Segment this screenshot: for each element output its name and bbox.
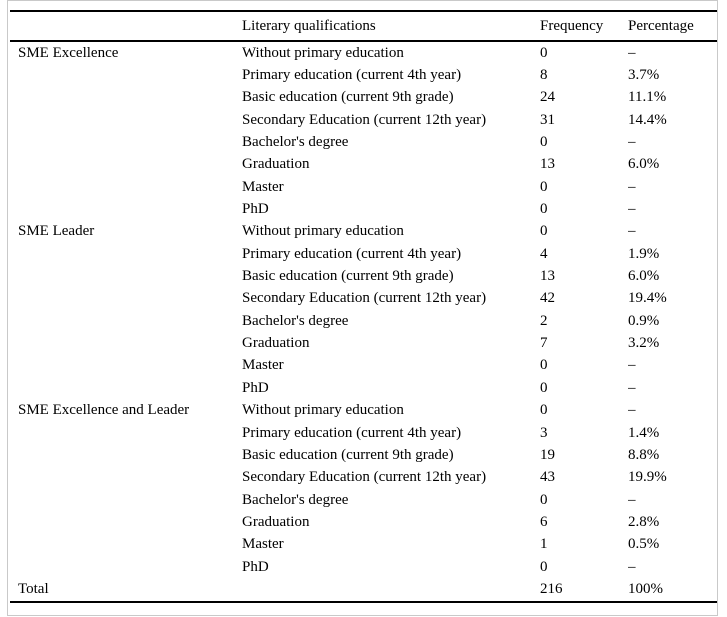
qualification-cell: Graduation xyxy=(242,156,310,173)
table-row xyxy=(10,444,717,466)
total-row xyxy=(10,578,717,601)
qualification-cell: Without primary education xyxy=(242,402,404,419)
group-label-cell xyxy=(10,332,242,354)
percentage-cell: 2.8% xyxy=(628,513,660,530)
percentage-cell: – xyxy=(628,178,636,195)
percentage-cell: – xyxy=(628,379,636,396)
table-row xyxy=(10,64,717,86)
percentage-cell: 3.2% xyxy=(628,335,660,352)
percentage-cell: – xyxy=(628,491,636,508)
percentage-cell: 19.4% xyxy=(628,290,667,307)
qualification-cell: Basic education (current 9th grade) xyxy=(242,446,454,463)
group-label-cell xyxy=(10,154,242,176)
group-label-cell: SME Leader xyxy=(18,223,95,240)
group-label-cell xyxy=(10,444,242,466)
table-header xyxy=(10,11,717,41)
group-label-cell xyxy=(10,198,242,220)
qualification-cell: Graduation xyxy=(242,335,310,352)
percentage-cell: – xyxy=(628,402,636,419)
frequency-cell: 0 xyxy=(540,491,548,508)
frequency-cell: 8 xyxy=(540,67,548,84)
table-row xyxy=(10,511,717,533)
table-row xyxy=(10,131,717,153)
header-row xyxy=(10,11,717,41)
column-header-percentage: Percentage xyxy=(628,11,717,41)
table-row xyxy=(10,400,717,422)
percentage-cell: 1.9% xyxy=(628,245,660,262)
table-row xyxy=(10,377,717,399)
qualification-cell: Bachelor's degree xyxy=(242,312,349,329)
frequency-cell: 0 xyxy=(540,379,548,396)
percentage-cell: 6.0% xyxy=(628,268,660,285)
qualification-cell: Primary education (current 4th year) xyxy=(242,245,462,262)
percentage-cell: 19.9% xyxy=(628,469,667,486)
table-row xyxy=(10,489,717,511)
table-row xyxy=(10,288,717,310)
group-label-cell: SME Excellence xyxy=(18,44,119,61)
percentage-cell: – xyxy=(628,44,636,61)
frequency-cell: 0 xyxy=(540,402,548,419)
total-frequency-cell: 216 xyxy=(540,580,563,597)
qualification-cell: PhD xyxy=(242,558,269,575)
table-row xyxy=(10,87,717,109)
table-row xyxy=(10,41,717,64)
qualification-cell: Secondary Education (current 12th year) xyxy=(242,290,487,307)
percentage-cell: 0.5% xyxy=(628,536,660,553)
frequency-cell: 13 xyxy=(540,156,555,173)
table-row xyxy=(10,221,717,243)
qualification-cell: Without primary education xyxy=(242,44,404,61)
group-label-cell xyxy=(10,511,242,533)
frequency-cell: 7 xyxy=(540,335,548,352)
percentage-cell: – xyxy=(628,134,636,151)
column-header-frequency: Frequency xyxy=(540,11,628,41)
percentage-cell: 8.8% xyxy=(628,446,660,463)
frequency-cell: 42 xyxy=(540,290,555,307)
table-row xyxy=(10,243,717,265)
group-label-cell xyxy=(10,109,242,131)
table-row xyxy=(10,534,717,556)
group-label-cell xyxy=(10,87,242,109)
qualification-cell: PhD xyxy=(242,201,269,218)
table-row xyxy=(10,265,717,287)
frequency-cell: 0 xyxy=(540,357,548,374)
frequency-cell: 13 xyxy=(540,268,555,285)
percentage-cell: – xyxy=(628,223,636,240)
percentage-cell: 0.9% xyxy=(628,312,660,329)
table-body xyxy=(10,41,717,602)
qualification-cell: Basic education (current 9th grade) xyxy=(242,268,454,285)
column-header-literary-qualifications: Literary qualifications xyxy=(242,11,540,41)
frequency-cell: 0 xyxy=(540,558,548,575)
table-row xyxy=(10,154,717,176)
frequency-cell: 0 xyxy=(540,201,548,218)
qualification-cell: Without primary education xyxy=(242,223,404,240)
table-row xyxy=(10,198,717,220)
frequency-cell: 3 xyxy=(540,424,548,441)
qualification-cell: Secondary Education (current 12th year) xyxy=(242,111,487,128)
table-row xyxy=(10,109,717,131)
percentage-cell: 11.1% xyxy=(628,89,667,106)
group-label-cell xyxy=(10,176,242,198)
group-label-cell xyxy=(10,489,242,511)
table-row xyxy=(10,556,717,578)
percentage-cell: 1.4% xyxy=(628,424,660,441)
frequency-cell: 0 xyxy=(540,223,548,240)
group-label-cell: SME Excellence and Leader xyxy=(18,402,190,419)
column-header-group xyxy=(10,11,242,41)
frequency-cell: 31 xyxy=(540,111,555,128)
table-row xyxy=(10,422,717,444)
qualification-cell: Graduation xyxy=(242,513,310,530)
percentage-cell: 3.7% xyxy=(628,67,660,84)
total-qualification-cell xyxy=(242,578,540,601)
frequency-cell: 43 xyxy=(540,469,555,486)
frequency-cell: 4 xyxy=(540,245,548,262)
table-row xyxy=(10,176,717,198)
group-label-cell xyxy=(10,288,242,310)
table-row xyxy=(10,355,717,377)
frequency-cell: 1 xyxy=(540,536,548,553)
group-label-cell xyxy=(10,265,242,287)
qualification-cell: Primary education (current 4th year) xyxy=(242,67,462,84)
frequency-cell: 24 xyxy=(540,89,555,106)
frequency-cell: 6 xyxy=(540,513,548,530)
group-label-cell xyxy=(10,422,242,444)
qualification-cell: Bachelor's degree xyxy=(242,491,349,508)
table-row xyxy=(10,310,717,332)
qualification-cell: Master xyxy=(242,357,284,374)
group-label-cell xyxy=(10,556,242,578)
group-label-cell xyxy=(10,377,242,399)
percentage-cell: – xyxy=(628,201,636,218)
frequency-cell: 19 xyxy=(540,446,555,463)
total-label-cell: Total xyxy=(18,580,49,597)
frequency-cell: 0 xyxy=(540,134,548,151)
literary-qualifications-table xyxy=(10,10,717,603)
group-label-cell xyxy=(10,131,242,153)
frequency-cell: 0 xyxy=(540,178,548,195)
percentage-cell: – xyxy=(628,357,636,374)
qualification-cell: Primary education (current 4th year) xyxy=(242,424,462,441)
group-label-cell xyxy=(10,310,242,332)
group-label-cell xyxy=(10,355,242,377)
table-row xyxy=(10,332,717,354)
qualification-cell: Secondary Education (current 12th year) xyxy=(242,469,487,486)
group-label-cell xyxy=(10,243,242,265)
frequency-cell: 0 xyxy=(540,44,548,61)
group-label-cell xyxy=(10,467,242,489)
qualification-cell: Bachelor's degree xyxy=(242,134,349,151)
percentage-cell: 6.0% xyxy=(628,156,660,173)
qualification-cell: Master xyxy=(242,178,284,195)
qualification-cell: Basic education (current 9th grade) xyxy=(242,89,454,106)
percentage-cell: 14.4% xyxy=(628,111,667,128)
percentage-cell: – xyxy=(628,558,636,575)
qualification-cell: PhD xyxy=(242,379,269,396)
table-row xyxy=(10,467,717,489)
qualification-cell: Master xyxy=(242,536,284,553)
group-label-cell xyxy=(10,64,242,86)
frequency-cell: 2 xyxy=(540,312,548,329)
group-label-cell xyxy=(10,534,242,556)
total-percentage-cell: 100% xyxy=(628,580,663,597)
